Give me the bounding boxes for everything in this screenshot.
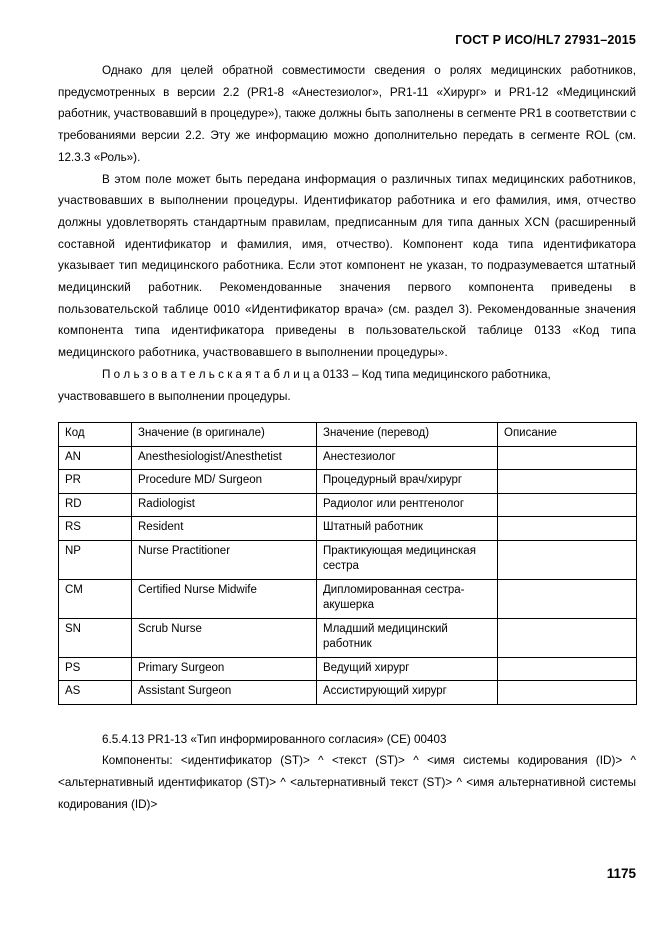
cell-description <box>498 579 637 618</box>
table-row <box>59 540 637 579</box>
section-components-text: Компоненты: <идентификатор (ST)> ^ <текст (ST)> ^ <имя системы кодирования (ID)> ^ <альтернативный идентификатор (ST)> ^ <альтернативный текст (ST)> ^ <имя альтернативной системы кодирования (ID)> <box>58 754 636 811</box>
table-row <box>59 493 637 517</box>
column-header-code: Код <box>59 423 132 447</box>
cell-description <box>498 657 637 681</box>
cell-original: Nurse Practitioner <box>132 540 317 579</box>
document-body <box>58 60 636 816</box>
user-table-caption: П о л ь з о в а т е л ь с к а я т а б л и ц а 0133 – Код типа медицинского работника, участвовавшего в выполнении процедуры. <box>58 367 551 403</box>
cell-translation: Практикующая медицинская сестра <box>317 540 498 579</box>
cell-translation: Анестезиолог <box>317 446 498 470</box>
table-row <box>59 657 637 681</box>
cell-original: Primary Surgeon <box>132 657 317 681</box>
column-header-translation: Значение (перевод) <box>317 423 498 447</box>
cell-code: CM <box>59 579 132 618</box>
table-header-row <box>59 423 637 447</box>
table-row <box>59 618 637 657</box>
cell-code: RD <box>59 493 132 517</box>
cell-description <box>498 540 637 579</box>
section-block <box>58 729 636 816</box>
cell-original: Certified Nurse Midwife <box>132 579 317 618</box>
cell-code: SN <box>59 618 132 657</box>
paragraph-backward-compatibility: Однако для целей обратной совместимости сведения о ролях медицинских работников, предусмотренных в версии 2.2 (PR1-8 «Анестезиолог», PR1-11 «Хирург» и PR1-12 «Медицинский работник, участвовавший в процедуре»), также должны быть заполнены в сегменте PR1 в соответствии с требованиями версии 2.2. Эту же информацию можно дополнительно передать в сегменте ROL (см. 12.3.3 «Роль»). <box>58 64 636 164</box>
column-header-original: Значение (в оригинале) <box>132 423 317 447</box>
cell-original: Anesthesiologist/Anesthetist <box>132 446 317 470</box>
cell-description <box>498 446 637 470</box>
table-row <box>59 579 637 618</box>
user-table-0133 <box>58 422 637 705</box>
cell-code: AN <box>59 446 132 470</box>
paragraph-field-description: В этом поле может быть передана информация о различных типах медицинских работников, участвовавших в выполнении процедуры. Идентификатор работника и его фамилия, имя, отчество должны удовлетворять стандартным правилам, предписанным для типа данных XCN (расширенный составной идентификатор и фамилия, имя, отчество). Компонент кода типа идентификатора указывает тип медицинского работника. Если этот компонент не указан, то подразумевается штатный медицинский работник. Рекомендованные значения первого компонента приведены в пользовательской таблице 0010 «Идентификатор врача» (см. раздел 3). Рекомендованные значения компонента типа идентификатора приведены в пользовательской таблице 0133 «Код типа медицинского работника, участвовавшего в выполнении процедуры». <box>58 172 636 360</box>
cell-translation: Ассистирующий хирург <box>317 681 498 705</box>
cell-translation: Штатный работник <box>317 517 498 541</box>
cell-original: Scrub Nurse <box>132 618 317 657</box>
table-row <box>59 517 637 541</box>
cell-original: Assistant Surgeon <box>132 681 317 705</box>
cell-translation: Радиолог или рентгенолог <box>317 493 498 517</box>
cell-description <box>498 681 637 705</box>
page-number: 1175 <box>606 866 636 881</box>
cell-description <box>498 493 637 517</box>
table-row <box>59 681 637 705</box>
cell-code: AS <box>59 681 132 705</box>
cell-translation: Дипломированная сестра-акушерка <box>317 579 498 618</box>
cell-code: PR <box>59 470 132 494</box>
table-row <box>59 446 637 470</box>
cell-original: Procedure MD/ Surgeon <box>132 470 317 494</box>
cell-code: PS <box>59 657 132 681</box>
table-row <box>59 470 637 494</box>
cell-original: Radiologist <box>132 493 317 517</box>
page-header: ГОСТ Р ИСО/HL7 27931–2015 <box>455 33 636 47</box>
cell-translation: Младший медицинский работник <box>317 618 498 657</box>
cell-code: RS <box>59 517 132 541</box>
column-header-description: Описание <box>498 423 637 447</box>
cell-description <box>498 618 637 657</box>
cell-translation: Ведущий хирург <box>317 657 498 681</box>
cell-original: Resident <box>132 517 317 541</box>
cell-code: NP <box>59 540 132 579</box>
cell-description <box>498 470 637 494</box>
cell-translation: Процедурный врач/хирург <box>317 470 498 494</box>
section-heading-pr1-13: 6.5.4.13 PR1-13 «Тип информированного согласия» (CE) 00403 <box>102 732 447 746</box>
cell-description <box>498 517 637 541</box>
